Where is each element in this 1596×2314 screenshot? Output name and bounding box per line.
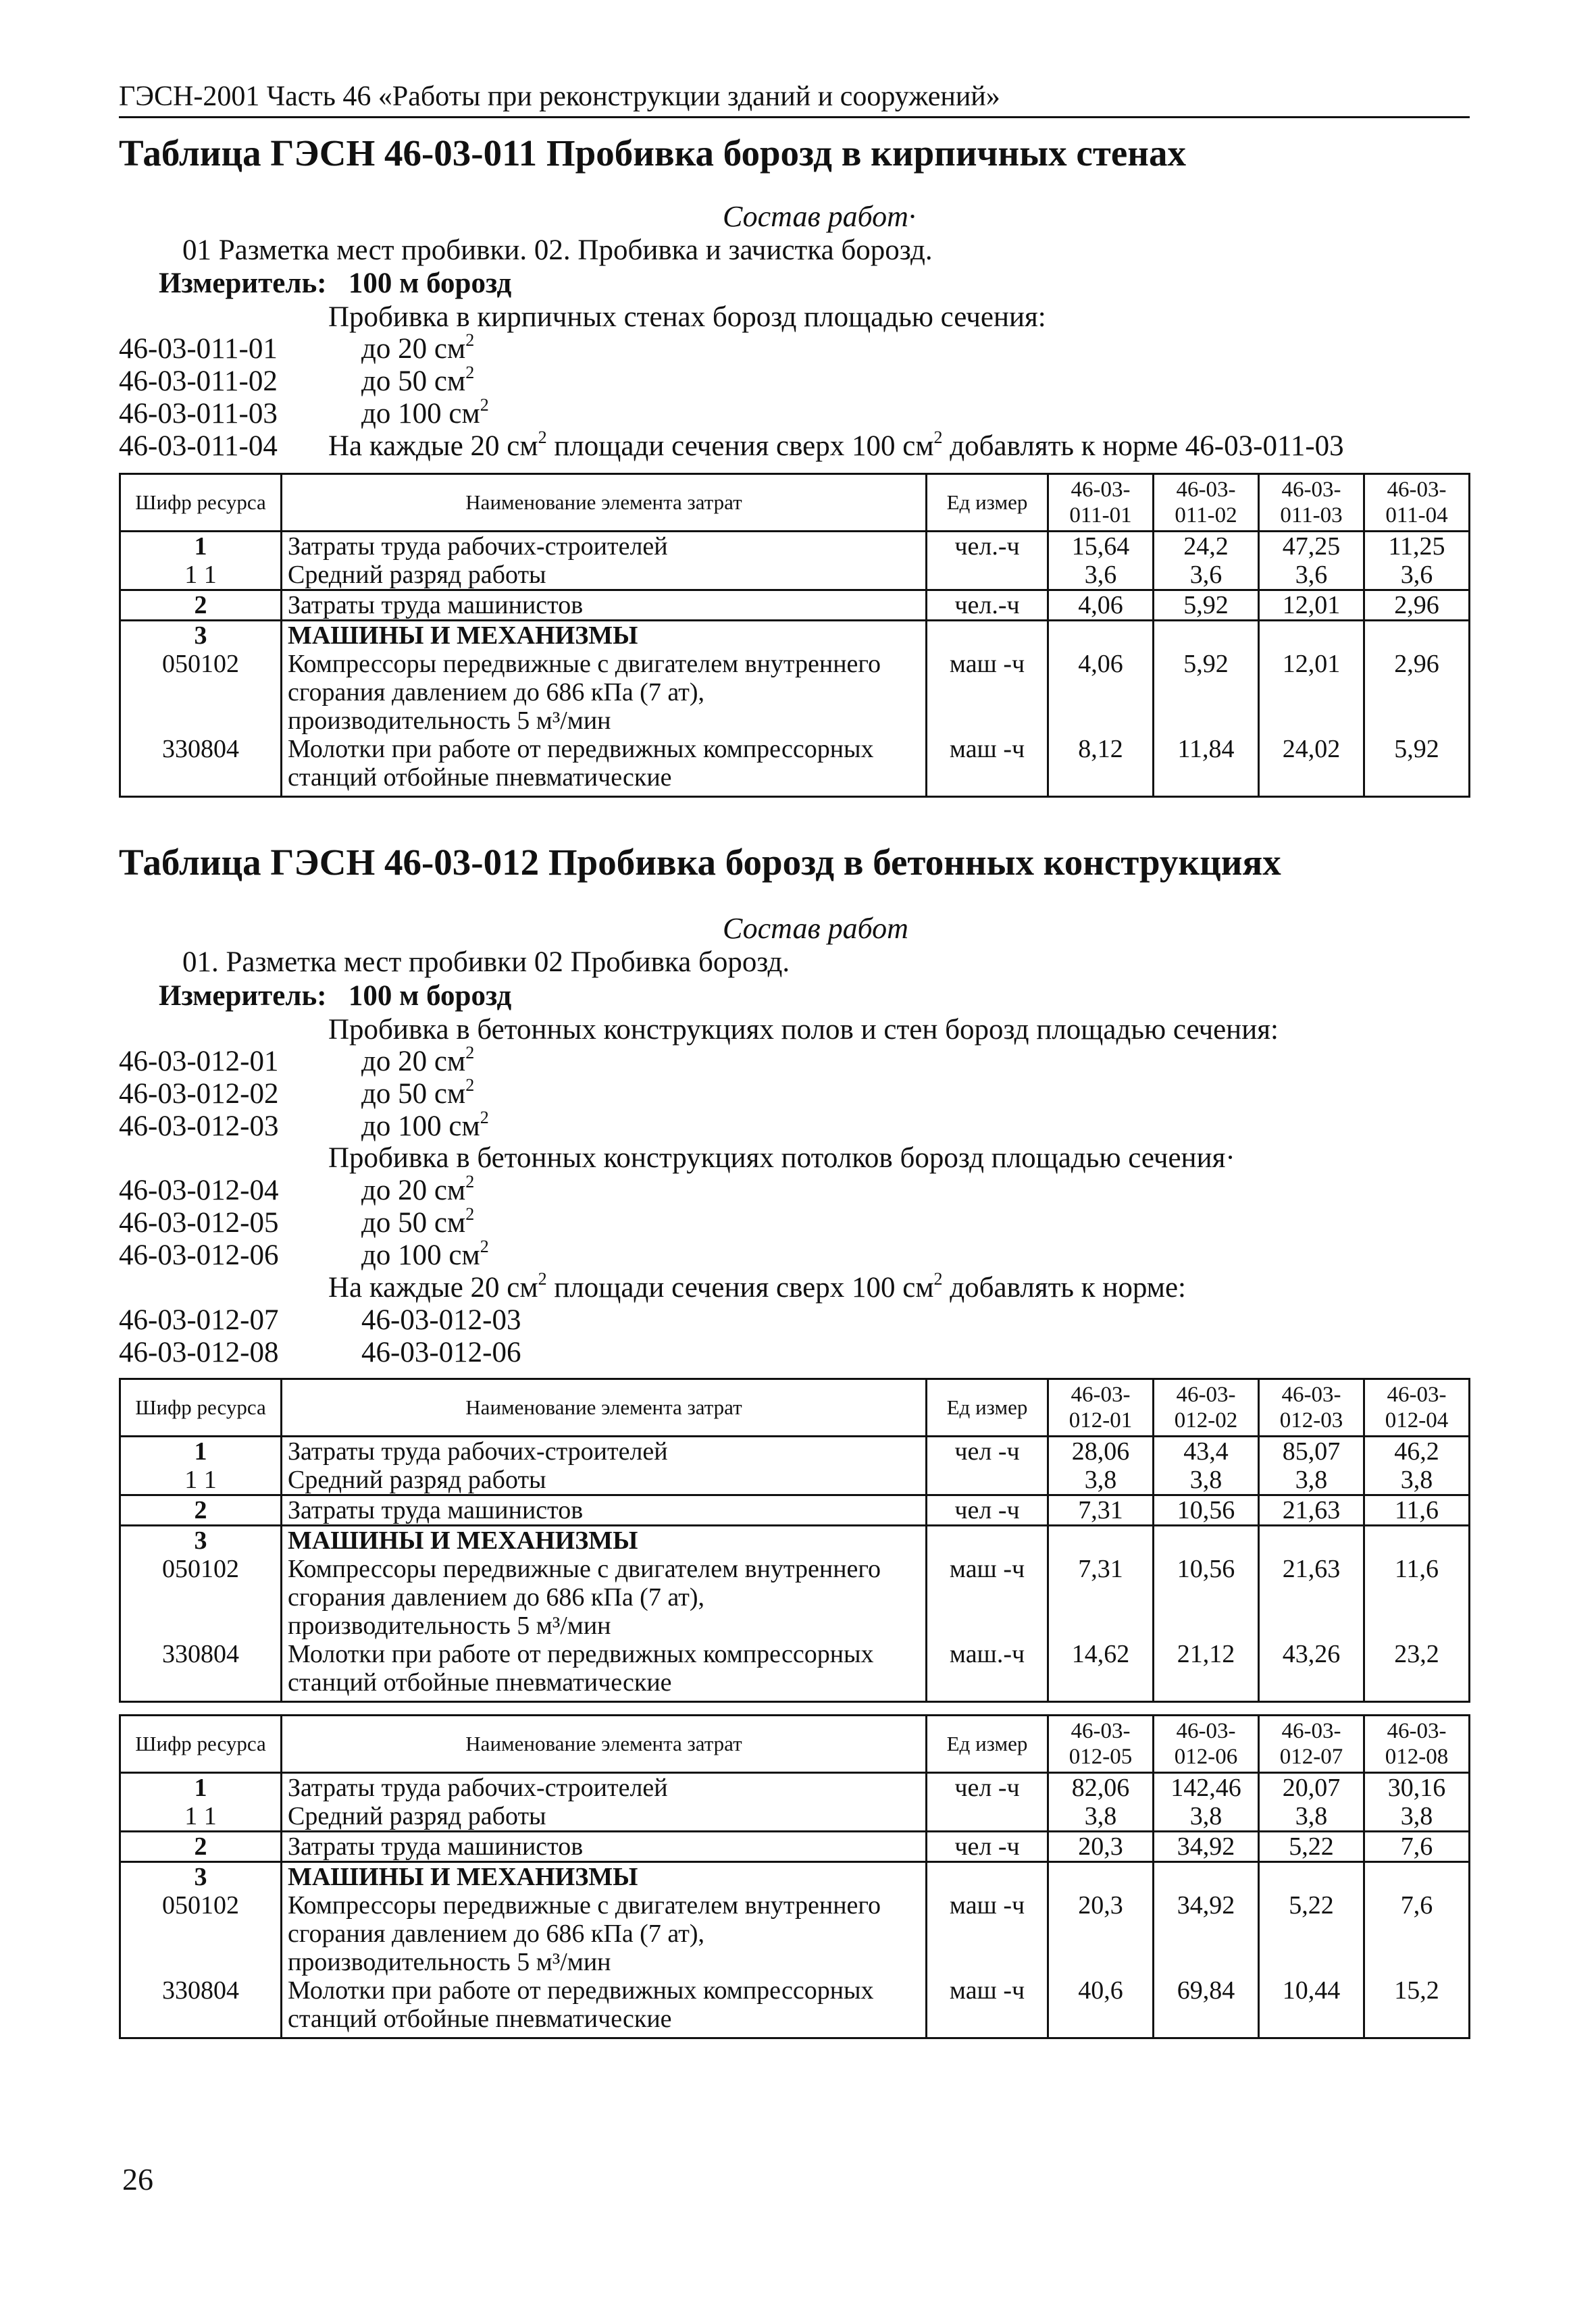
resource-table-2a xyxy=(119,1378,1470,1703)
resource-value xyxy=(1154,1862,1259,1892)
resource-unit xyxy=(927,1526,1048,1555)
resource-value: 20,07 xyxy=(1259,1773,1364,1803)
table-row xyxy=(120,1891,1470,1976)
resource-unit: чел -ч xyxy=(927,1832,1048,1862)
column-header: Наименование элемента затрат xyxy=(282,1716,927,1773)
resource-name: Затраты труда машинистов xyxy=(282,1495,927,1526)
resource-value xyxy=(1364,621,1470,650)
table1-sostav-text: 01 Разметка мест пробивки. 02. Пробивка и зачистка борозд. xyxy=(182,234,933,266)
item-desc: до 100 $см^2$ xyxy=(361,1237,489,1271)
column-header: Ед измер xyxy=(927,1716,1048,1773)
header-row xyxy=(120,474,1470,532)
resource-value: 30,16 xyxy=(1364,1773,1470,1803)
resource-unit xyxy=(927,621,1048,650)
resource-value: 7,31 xyxy=(1048,1495,1154,1526)
resource-code: 2 xyxy=(120,590,282,621)
resource-name: Затраты труда рабочих-строителей xyxy=(282,1773,927,1803)
resource-code: 050102 xyxy=(120,1555,282,1640)
resource-value: 21,63 xyxy=(1259,1555,1364,1640)
resource-code: 050102 xyxy=(120,1891,282,1976)
resource-code: 1 xyxy=(120,532,282,561)
resource-value: 20,3 xyxy=(1048,1832,1154,1862)
resource-value xyxy=(1259,1862,1364,1892)
resource-name: Затраты труда рабочих-строителей xyxy=(282,1437,927,1466)
table1-intro: Пробивка в кирпичных стенах борозд площадью сечения: xyxy=(328,301,1046,333)
column-header: Ед измер xyxy=(927,1379,1048,1437)
resource-value xyxy=(1048,1862,1154,1892)
resource-name: МАШИНЫ И МЕХАНИЗМЫ xyxy=(282,621,927,650)
resource-name: Молотки при работе от передвижных компрессорных станций отбойные пневматические xyxy=(282,1976,927,2038)
table-row xyxy=(120,1832,1470,1862)
column-header: 46-03- 012-04 xyxy=(1364,1379,1470,1437)
column-header: Шифр ресурса xyxy=(120,1716,282,1773)
item-code: 46-03-012-06 xyxy=(119,1239,279,1271)
resource-value: 20,3 xyxy=(1048,1891,1154,1976)
resource-value: 3,6 xyxy=(1259,561,1364,590)
resource-name: Затраты труда машинистов xyxy=(282,1832,927,1862)
table-row xyxy=(120,590,1470,621)
resource-table-2b xyxy=(119,1714,1470,2039)
resource-value: 5,92 xyxy=(1364,735,1470,797)
item-desc: до 20 $см^2$ xyxy=(361,1172,475,1206)
item-code: 46-03-012-04 xyxy=(119,1175,279,1206)
resource-value: 12,01 xyxy=(1259,590,1364,621)
resource-value: 4,06 xyxy=(1048,590,1154,621)
izmeritel-value: 100 м борозд xyxy=(348,267,512,299)
column-header: 46-03- 011-02 xyxy=(1154,474,1259,532)
resource-code: 1 xyxy=(120,1773,282,1803)
column-header: 46-03- 012-03 xyxy=(1259,1379,1364,1437)
table1-title: Таблица ГЭСН 46-03-011 Пробивка борозд в кирпичных стенах xyxy=(119,132,1186,174)
resource-value: 11,6 xyxy=(1364,1495,1470,1526)
resource-code: 2 xyxy=(120,1495,282,1526)
resource-unit: чел -ч xyxy=(927,1437,1048,1466)
resource-unit: маш.-ч xyxy=(927,1640,1048,1702)
item-code: 46-03-012-07 xyxy=(119,1304,279,1336)
column-header: 46-03- 012-01 xyxy=(1048,1379,1154,1437)
resource-name: МАШИНЫ И МЕХАНИЗМЫ xyxy=(282,1526,927,1555)
table2-intro1: Пробивка в бетонных конструкциях полов и стен борозд площадью сечения: xyxy=(328,1014,1279,1046)
table-header xyxy=(120,474,1470,532)
resource-name: Компрессоры передвижные с двигателем внутреннего сгорания давлением до 686 кПа (7 ат), производительность 5 м³/мин xyxy=(282,1555,927,1640)
item-desc: до 20 $см^2$ xyxy=(361,1043,475,1077)
resource-value: 24,2 xyxy=(1154,532,1259,561)
resource-value: 3,8 xyxy=(1259,1802,1364,1832)
column-header: 46-03- 012-06 xyxy=(1154,1716,1259,1773)
table-row xyxy=(120,1862,1470,1892)
resource-value: 7,6 xyxy=(1364,1832,1470,1862)
resource-name: Средний разряд работы xyxy=(282,1466,927,1495)
resource-name: Затраты труда рабочих-строителей xyxy=(282,532,927,561)
resource-unit: маш -ч xyxy=(927,735,1048,797)
resource-unit: маш -ч xyxy=(927,650,1048,735)
resource-value xyxy=(1048,1526,1154,1555)
resource-name: Затраты труда машинистов xyxy=(282,590,927,621)
resource-value: 15,2 xyxy=(1364,1976,1470,2038)
resource-value: 3,6 xyxy=(1048,561,1154,590)
resource-code: 330804 xyxy=(120,1976,282,2038)
resource-code: 050102 xyxy=(120,650,282,735)
resource-value: 43,26 xyxy=(1259,1640,1364,1702)
resource-code: 2 xyxy=(120,1832,282,1862)
resource-unit xyxy=(927,561,1048,590)
header-row xyxy=(120,1379,1470,1437)
resource-value: 21,12 xyxy=(1154,1640,1259,1702)
table-row xyxy=(120,1640,1470,1702)
resource-value: 43,4 xyxy=(1154,1437,1259,1466)
item-desc: до 20 $см^2$ xyxy=(361,330,475,365)
table-header xyxy=(120,1379,1470,1437)
table-row xyxy=(120,1802,1470,1832)
column-header: 46-03- 012-05 xyxy=(1048,1716,1154,1773)
column-header: 46-03- 012-07 xyxy=(1259,1716,1364,1773)
table-header xyxy=(120,1716,1470,1773)
table-row xyxy=(120,1526,1470,1555)
resource-unit: чел -ч xyxy=(927,1773,1048,1803)
column-header: 46-03- 011-01 xyxy=(1048,474,1154,532)
column-header: 46-03- 011-04 xyxy=(1364,474,1470,532)
resource-value: 69,84 xyxy=(1154,1976,1259,2038)
resource-value: 8,12 xyxy=(1048,735,1154,797)
resource-value: 3,8 xyxy=(1364,1466,1470,1495)
resource-value: 5,22 xyxy=(1259,1891,1364,1976)
table-row xyxy=(120,650,1470,735)
table-body xyxy=(120,1773,1470,2038)
resource-value: 15,64 xyxy=(1048,532,1154,561)
table2-intro2: Пробивка в бетонных конструкциях потолков борозд площадью сечения· xyxy=(328,1142,1235,1174)
resource-unit: чел.-ч xyxy=(927,532,1048,561)
item-code: 46-03-012-08 xyxy=(119,1337,279,1368)
item-code: 46-03-011-03 xyxy=(119,398,278,430)
resource-value: 12,01 xyxy=(1259,650,1364,735)
resource-unit xyxy=(927,1466,1048,1495)
table-row xyxy=(120,1437,1470,1466)
resource-code: 330804 xyxy=(120,735,282,797)
item-code: 46-03-011-04 xyxy=(119,430,278,462)
resource-value xyxy=(1364,1526,1470,1555)
resource-value: 10,56 xyxy=(1154,1555,1259,1640)
column-header: 46-03- 012-02 xyxy=(1154,1379,1259,1437)
item-desc: до 100 $см^2$ xyxy=(361,1108,489,1142)
resource-name: Молотки при работе от передвижных компрессорных станций отбойные пневматические xyxy=(282,1640,927,1702)
resource-value: 3,8 xyxy=(1154,1466,1259,1495)
resource-value: 11,84 xyxy=(1154,735,1259,797)
running-header: ГЭСН-2001 Часть 46 «Работы при реконструкции зданий и сооружений» xyxy=(119,81,1000,112)
table-row xyxy=(120,1466,1470,1495)
item-code: 46-03-012-05 xyxy=(119,1207,279,1239)
table2-intro3: На каждые 20 $см^2$ площади сечения сверх 100 $см^2$ добавлять к норме: xyxy=(328,1269,1187,1304)
table-row xyxy=(120,621,1470,650)
resource-value: 14,62 xyxy=(1048,1640,1154,1702)
resource-unit: маш -ч xyxy=(927,1555,1048,1640)
resource-value: 10,44 xyxy=(1259,1976,1364,2038)
resource-value: 82,06 xyxy=(1048,1773,1154,1803)
item-code: 46-03-011-01 xyxy=(119,333,278,365)
resource-value: 3,6 xyxy=(1154,561,1259,590)
resource-value xyxy=(1154,621,1259,650)
resource-value: 3,8 xyxy=(1259,1466,1364,1495)
resource-value: 3,8 xyxy=(1364,1802,1470,1832)
resource-value xyxy=(1048,621,1154,650)
resource-table-1 xyxy=(119,473,1470,798)
resource-value: 21,63 xyxy=(1259,1495,1364,1526)
item-code: 46-03-011-02 xyxy=(119,365,278,397)
item-desc: 46-03-012-03 xyxy=(361,1304,521,1336)
column-header: Наименование элемента затрат xyxy=(282,474,927,532)
column-header: 46-03- 011-03 xyxy=(1259,474,1364,532)
resource-value: 142,46 xyxy=(1154,1773,1259,1803)
resource-value: 2,96 xyxy=(1364,590,1470,621)
resource-value xyxy=(1259,1526,1364,1555)
resource-code: 1 1 xyxy=(120,561,282,590)
resource-value: 24,02 xyxy=(1259,735,1364,797)
resource-value: 34,92 xyxy=(1154,1832,1259,1862)
resource-value: 23,2 xyxy=(1364,1640,1470,1702)
resource-code: 1 1 xyxy=(120,1802,282,1832)
resource-name: Молотки при работе от передвижных компрессорных станций отбойные пневматические xyxy=(282,735,927,797)
resource-value: 3,8 xyxy=(1154,1802,1259,1832)
resource-code: 3 xyxy=(120,621,282,650)
table2-title: Таблица ГЭСН 46-03-012 Пробивка борозд в бетонных конструкциях xyxy=(119,842,1281,883)
resource-value: 5,92 xyxy=(1154,650,1259,735)
resource-value: 11,6 xyxy=(1364,1555,1470,1640)
resource-unit xyxy=(927,1802,1048,1832)
resource-name: Компрессоры передвижные с двигателем внутреннего сгорания давлением до 686 кПа (7 ат), производительность 5 м³/мин xyxy=(282,650,927,735)
column-header: Наименование элемента затрат xyxy=(282,1379,927,1437)
column-header: 46-03- 012-08 xyxy=(1364,1716,1470,1773)
resource-value xyxy=(1154,1526,1259,1555)
resource-value: 85,07 xyxy=(1259,1437,1364,1466)
table-body xyxy=(120,1437,1470,1702)
column-header: Шифр ресурса xyxy=(120,474,282,532)
item-desc: На каждые 20 $см^2$ площади сечения сверх 100 $см^2$ добавлять к норме 46-03-011-03 xyxy=(328,428,1344,462)
table-row xyxy=(120,1773,1470,1803)
header-rule xyxy=(119,116,1470,118)
resource-value: 34,92 xyxy=(1154,1891,1259,1976)
resource-value: 3,8 xyxy=(1048,1802,1154,1832)
table1-izmeritel xyxy=(159,267,511,301)
resource-unit: чел -ч xyxy=(927,1495,1048,1526)
resource-code: 1 xyxy=(120,1437,282,1466)
table1-sostav-label: Состав работ· xyxy=(723,200,916,233)
resource-value: 4,06 xyxy=(1048,650,1154,735)
izmeritel-value: 100 м борозд xyxy=(348,980,512,1012)
resource-value: 5,22 xyxy=(1259,1832,1364,1862)
resource-value: 7,31 xyxy=(1048,1555,1154,1640)
item-desc: до 50 $см^2$ xyxy=(361,1204,475,1239)
item-desc: до 50 $см^2$ xyxy=(361,1075,475,1110)
item-desc: до 100 $см^2$ xyxy=(361,395,489,430)
resource-value: 2,96 xyxy=(1364,650,1470,735)
item-code: 46-03-012-02 xyxy=(119,1078,279,1110)
resource-name: МАШИНЫ И МЕХАНИЗМЫ xyxy=(282,1862,927,1892)
resource-value xyxy=(1259,621,1364,650)
resource-value: 28,06 xyxy=(1048,1437,1154,1466)
table2-sostav-text: 01. Разметка мест пробивки 02 Пробивка борозд. xyxy=(182,946,790,978)
resource-code: 1 1 xyxy=(120,1466,282,1495)
izmeritel-label: Измеритель: xyxy=(159,980,327,1012)
resource-unit: маш -ч xyxy=(927,1891,1048,1976)
table2-sostav-label: Состав работ xyxy=(723,912,908,945)
table-body xyxy=(120,532,1470,797)
resource-name: Средний разряд работы xyxy=(282,561,927,590)
item-code: 46-03-012-01 xyxy=(119,1046,279,1077)
izmeritel-label: Измеритель: xyxy=(159,267,327,299)
resource-value: 3,6 xyxy=(1364,561,1470,590)
resource-value: 11,25 xyxy=(1364,532,1470,561)
table-row xyxy=(120,735,1470,797)
resource-name: Компрессоры передвижные с двигателем внутреннего сгорания давлением до 686 кПа (7 ат), производительность 5 м³/мин xyxy=(282,1891,927,1976)
resource-value: 5,92 xyxy=(1154,590,1259,621)
resource-code: 3 xyxy=(120,1526,282,1555)
resource-value: 46,2 xyxy=(1364,1437,1470,1466)
item-code: 46-03-012-03 xyxy=(119,1110,279,1142)
resource-value xyxy=(1364,1862,1470,1892)
resource-value: 3,8 xyxy=(1048,1466,1154,1495)
resource-value: 47,25 xyxy=(1259,532,1364,561)
resource-value: 7,6 xyxy=(1364,1891,1470,1976)
column-header: Ед измер xyxy=(927,474,1048,532)
table2-izmeritel xyxy=(159,979,511,1013)
table-row xyxy=(120,532,1470,561)
table-row xyxy=(120,1555,1470,1640)
header-row xyxy=(120,1716,1470,1773)
resource-name: Средний разряд работы xyxy=(282,1802,927,1832)
resource-code: 330804 xyxy=(120,1640,282,1702)
resource-code: 3 xyxy=(120,1862,282,1892)
item-desc: 46-03-012-06 xyxy=(361,1337,521,1368)
table-row xyxy=(120,561,1470,590)
table-row xyxy=(120,1976,1470,2038)
resource-value: 40,6 xyxy=(1048,1976,1154,2038)
resource-value: 10,56 xyxy=(1154,1495,1259,1526)
column-header: Шифр ресурса xyxy=(120,1379,282,1437)
item-desc: до 50 $см^2$ xyxy=(361,363,475,397)
table-row xyxy=(120,1495,1470,1526)
page-number: 26 xyxy=(122,2162,153,2196)
resource-unit: чел.-ч xyxy=(927,590,1048,621)
resource-unit xyxy=(927,1862,1048,1892)
resource-unit: маш -ч xyxy=(927,1976,1048,2038)
